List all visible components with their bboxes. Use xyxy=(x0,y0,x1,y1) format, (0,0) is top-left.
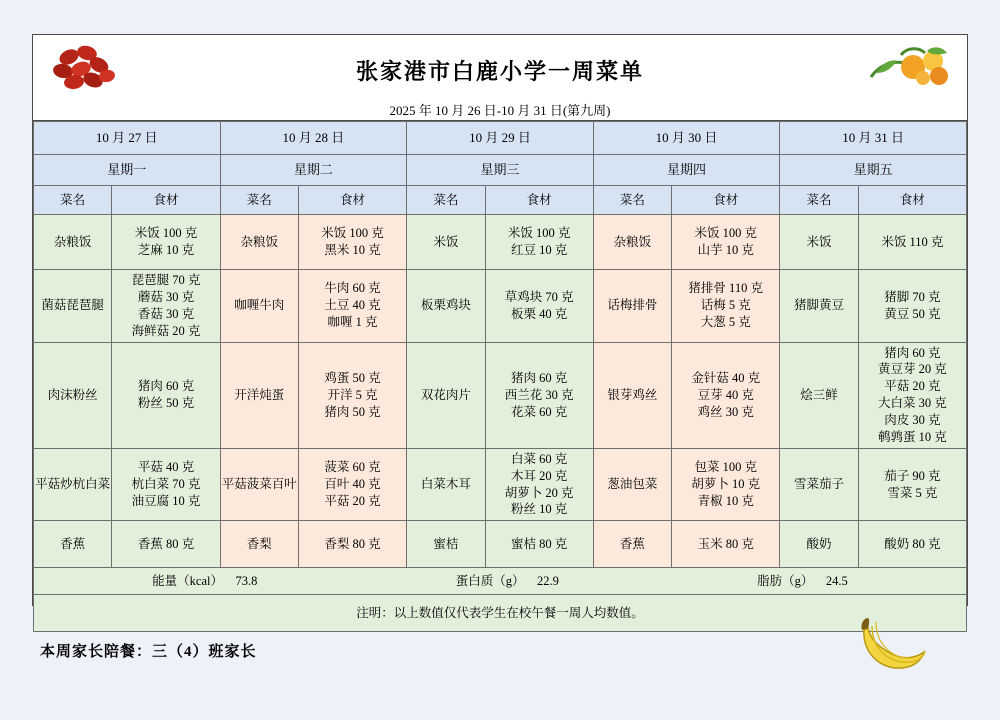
weekday-row xyxy=(34,155,967,186)
ingredient-cell: 菠菜 60 克 百叶 40 克 平菇 20 克 xyxy=(298,448,406,521)
fat-label: 脂肪（g） xyxy=(757,573,814,588)
ingredient-cell: 金针菇 40 克 豆芽 40 克 鸡丝 30 克 xyxy=(672,342,780,448)
header-dish-tue: 菜名 xyxy=(220,186,298,215)
beans-icon xyxy=(47,43,127,98)
dish-cell: 米饭 xyxy=(780,215,858,270)
column-header-row xyxy=(34,186,967,215)
table-row xyxy=(34,342,967,448)
nutrition-summary xyxy=(34,568,967,595)
table-row xyxy=(34,270,967,343)
date-thu: 10 月 30 日 xyxy=(593,122,780,155)
weekly-menu-table xyxy=(33,121,967,632)
header-dish-thu: 菜名 xyxy=(593,186,671,215)
ingredient-cell: 酸奶 80 克 xyxy=(858,521,966,568)
date-tue: 10 月 28 日 xyxy=(220,122,407,155)
dish-cell: 猪脚黄豆 xyxy=(780,270,858,343)
dish-cell: 杂粮饭 xyxy=(34,215,112,270)
dish-cell: 话梅排骨 xyxy=(593,270,671,343)
dish-cell: 杂粮饭 xyxy=(593,215,671,270)
note-row xyxy=(34,595,967,632)
header-ing-fri: 食材 xyxy=(858,186,966,215)
header-ing-tue: 食材 xyxy=(298,186,406,215)
dish-cell: 菌菇琵琶腿 xyxy=(34,270,112,343)
dish-cell: 米饭 xyxy=(407,215,485,270)
dish-cell: 酸奶 xyxy=(780,521,858,568)
ingredient-cell: 牛肉 60 克 土豆 40 克 咖喱 1 克 xyxy=(298,270,406,343)
header-ing-thu: 食材 xyxy=(672,186,780,215)
nutrition-row xyxy=(34,568,967,595)
fruit-icon xyxy=(867,43,953,94)
table-row xyxy=(34,215,967,270)
date-row xyxy=(34,122,967,155)
dish-cell: 烩三鲜 xyxy=(780,342,858,448)
date-mon: 10 月 27 日 xyxy=(34,122,221,155)
dish-cell: 葱油包菜 xyxy=(593,448,671,521)
ingredient-cell: 猪肉 60 克 西兰花 30 克 花菜 60 克 xyxy=(485,342,593,448)
ingredient-cell: 蜜桔 80 克 xyxy=(485,521,593,568)
ingredient-cell: 草鸡块 70 克 板栗 40 克 xyxy=(485,270,593,343)
banana-icon xyxy=(854,612,928,681)
header-ing-wed: 食材 xyxy=(485,186,593,215)
dish-cell: 香梨 xyxy=(220,521,298,568)
dish-cell: 杂粮饭 xyxy=(220,215,298,270)
ingredient-cell: 鸡蛋 50 克 开洋 5 克 猪肉 50 克 xyxy=(298,342,406,448)
dish-cell: 板栗鸡块 xyxy=(407,270,485,343)
ingredient-cell: 白菜 60 克 木耳 20 克 胡萝卜 20 克 粉丝 10 克 xyxy=(485,448,593,521)
ingredient-cell: 玉米 80 克 xyxy=(672,521,780,568)
dish-cell: 雪菜茄子 xyxy=(780,448,858,521)
dish-cell: 咖喱牛肉 xyxy=(220,270,298,343)
menu-sheet xyxy=(32,34,968,620)
page-subtitle: 2025 年 10 月 26 日-10 月 31 日(第九周) xyxy=(389,103,611,118)
weekday-tue: 星期二 xyxy=(220,155,407,186)
ingredient-cell: 琵琶腿 70 克 蘑菇 30 克 香菇 30 克 海鲜菇 20 克 xyxy=(112,270,220,343)
dish-cell: 开洋炖蛋 xyxy=(220,342,298,448)
ingredient-cell: 米饭 100 克 红豆 10 克 xyxy=(485,215,593,270)
dish-cell: 蜜桔 xyxy=(407,521,485,568)
weekday-mon: 星期一 xyxy=(34,155,221,186)
dish-cell: 平菇炒杭白菜 xyxy=(34,448,112,521)
weekday-wed: 星期三 xyxy=(407,155,594,186)
date-fri: 10 月 31 日 xyxy=(780,122,967,155)
dish-cell: 香蕉 xyxy=(34,521,112,568)
protein-value: 22.9 xyxy=(536,573,559,588)
header-dish-wed: 菜名 xyxy=(407,186,485,215)
ingredient-cell: 猪脚 70 克 黄豆 50 克 xyxy=(858,270,966,343)
protein-label: 蛋白质（g） xyxy=(455,573,525,588)
ingredient-cell: 猪肉 60 克 黄豆芽 20 克 平菇 20 克 大白菜 30 克 肉皮 30 克 鹌鹑蛋 10 克 xyxy=(858,342,966,448)
ingredient-cell: 米饭 110 克 xyxy=(858,215,966,270)
weekday-fri: 星期五 xyxy=(780,155,967,186)
energy-label: 能量（kcal） xyxy=(152,573,223,588)
ingredient-cell: 米饭 100 克 芝麻 10 克 xyxy=(112,215,220,270)
energy-stat xyxy=(152,573,257,590)
header-dish-mon: 菜名 xyxy=(34,186,112,215)
ingredient-cell: 香梨 80 克 xyxy=(298,521,406,568)
energy-value: 73.8 xyxy=(235,573,258,588)
dish-cell: 银芽鸡丝 xyxy=(593,342,671,448)
note-text: 注明：以上数值仅代表学生在校午餐一周人均数值。 xyxy=(34,595,967,632)
dish-cell: 肉沫粉丝 xyxy=(34,342,112,448)
ingredient-cell: 茄子 90 克 雪菜 5 克 xyxy=(858,448,966,521)
ingredient-cell: 猪排骨 110 克 话梅 5 克 大葱 5 克 xyxy=(672,270,780,343)
ingredient-cell: 包菜 100 克 胡萝卜 10 克 青椒 10 克 xyxy=(672,448,780,521)
weekday-thu: 星期四 xyxy=(593,155,780,186)
table-row xyxy=(34,448,967,521)
ingredient-cell: 香蕉 80 克 xyxy=(112,521,220,568)
protein-stat xyxy=(456,573,559,590)
fat-stat xyxy=(757,573,848,590)
ingredient-cell: 米饭 100 克 山芋 10 克 xyxy=(672,215,780,270)
dish-cell: 香蕉 xyxy=(593,521,671,568)
ingredient-cell: 平菇 40 克 杭白菜 70 克 油豆腐 10 克 xyxy=(112,448,220,521)
ingredient-cell: 米饭 100 克 黑米 10 克 xyxy=(298,215,406,270)
dish-cell: 白菜木耳 xyxy=(407,448,485,521)
page-title: 张家港市白鹿小学一周菜单 xyxy=(355,59,644,84)
header-ing-mon: 食材 xyxy=(112,186,220,215)
header-dish-fri: 菜名 xyxy=(780,186,858,215)
parent-dining-note: 本周家长陪餐：三（4）班家长 xyxy=(40,644,257,660)
dish-cell: 平菇菠菜百叶 xyxy=(220,448,298,521)
title-band xyxy=(33,35,967,121)
date-wed: 10 月 29 日 xyxy=(407,122,594,155)
table-row xyxy=(34,521,967,568)
dish-cell: 双花肉片 xyxy=(407,342,485,448)
ingredient-cell: 猪肉 60 克 粉丝 50 克 xyxy=(112,342,220,448)
fat-value: 24.5 xyxy=(825,573,848,588)
